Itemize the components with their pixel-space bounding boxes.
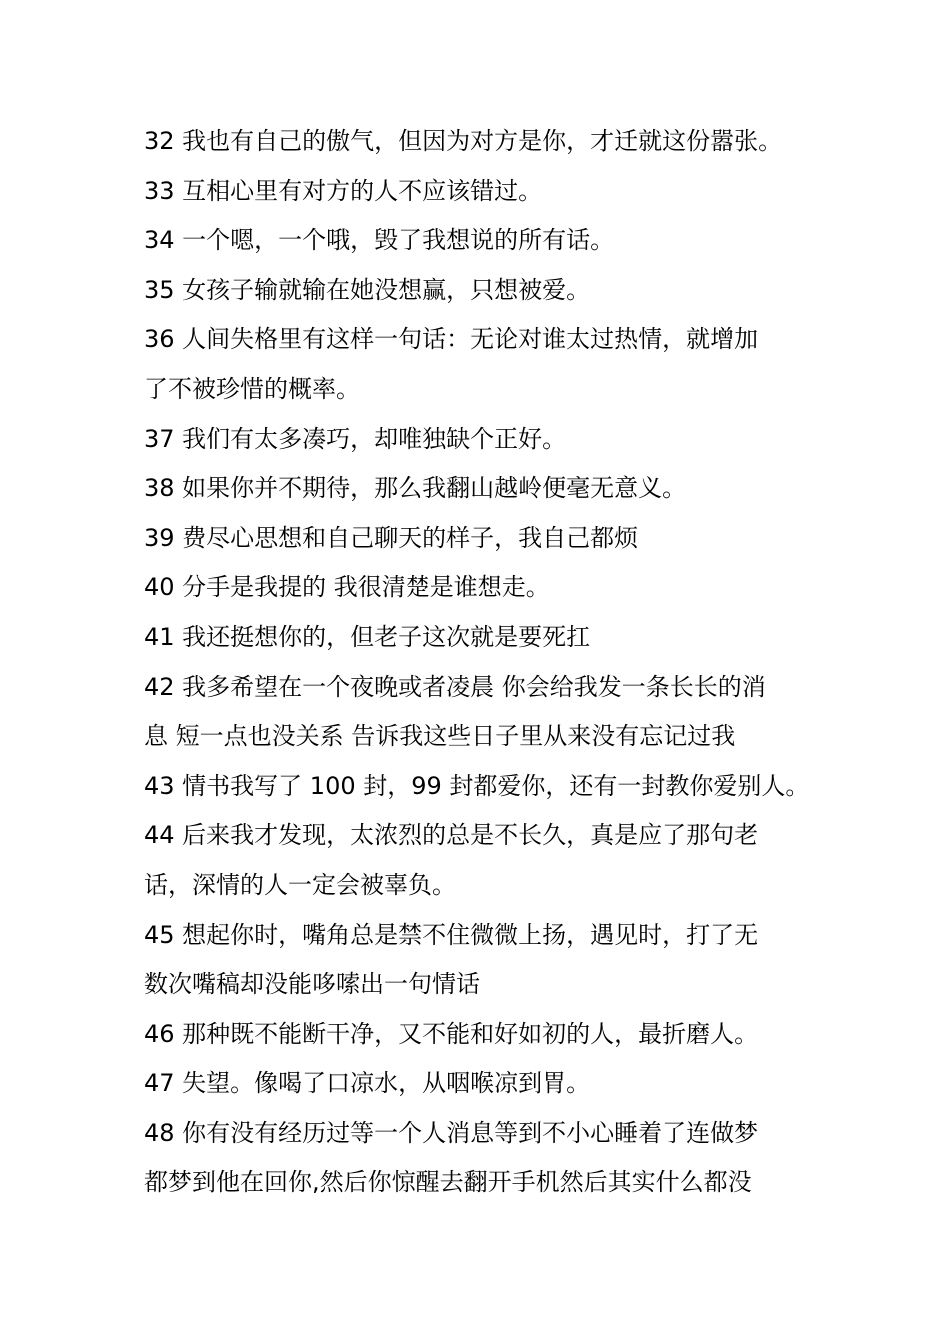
text-line-47: 47 失望。像喝了口凉水，从咽喉凉到胃。 <box>144 1069 591 1098</box>
text-line-32: 32 我也有自己的傲气，但因为对方是你，才迁就这份嚣张。 <box>144 127 783 155</box>
text-line-37: 37 我们有太多凑巧，却唯独缺个正好。 <box>144 424 567 453</box>
text-line-36-cont: 了不被珍惜的概率。 <box>144 374 360 403</box>
text-line-40: 40 分手是我提的 我很清楚是谁想走。 <box>144 573 550 602</box>
text-line-41: 41 我还挺想你的，但老子这次就是要死扛 <box>144 622 591 651</box>
text-line-48-cont: 都梦到他在回你,然后你惊醒去翻开手机然后其实什么都没 <box>144 1168 752 1197</box>
text-line-38: 38 如果你并不期待，那么我翻山越岭便毫无意义。 <box>144 474 687 503</box>
text-line-48: 48 你有没有经历过等一个人消息等到不小心睡着了连做梦 <box>144 1118 759 1147</box>
text-line-34: 34 一个嗯，一个哦，毁了我想说的所有话。 <box>144 226 615 255</box>
text-body <box>144 117 824 1208</box>
text-line-44-cont: 话，深情的人一定会被辜负。 <box>144 870 456 899</box>
text-line-35: 35 女孩子输就输在她没想赢，只想被爱。 <box>144 275 591 304</box>
text-line-43: 43 情书我写了 100 封，99 封都爱你，还有一封教你爱别人。 <box>144 771 810 800</box>
text-line-39: 39 费尽心思想和自己聊天的样子，我自己都烦 <box>144 523 639 552</box>
text-line-44: 44 后来我才发现，太浓烈的总是不长久，真是应了那句老 <box>144 821 759 850</box>
text-line-36: 36 人间失格里有这样一句话：无论对谁太过热情，就增加 <box>144 325 759 354</box>
text-line-45: 45 想起你时，嘴角总是禁不住微微上扬，遇见时，打了无 <box>144 920 759 949</box>
text-line-46: 46 那种既不能断干净，又不能和好如初的人，最折磨人。 <box>144 1019 759 1048</box>
text-line-33: 33 互相心里有对方的人不应该错过。 <box>144 176 543 205</box>
text-line-42: 42 我多希望在一个夜晚或者凌晨 你会给我发一条长长的消 <box>144 672 766 701</box>
text-line-45-cont: 数次嘴稿却没能哆嗦出一句情话 <box>144 970 480 999</box>
text-line-42-cont: 息 短一点也没关系 告诉我这些日子里从来没有忘记过我 <box>144 722 736 751</box>
